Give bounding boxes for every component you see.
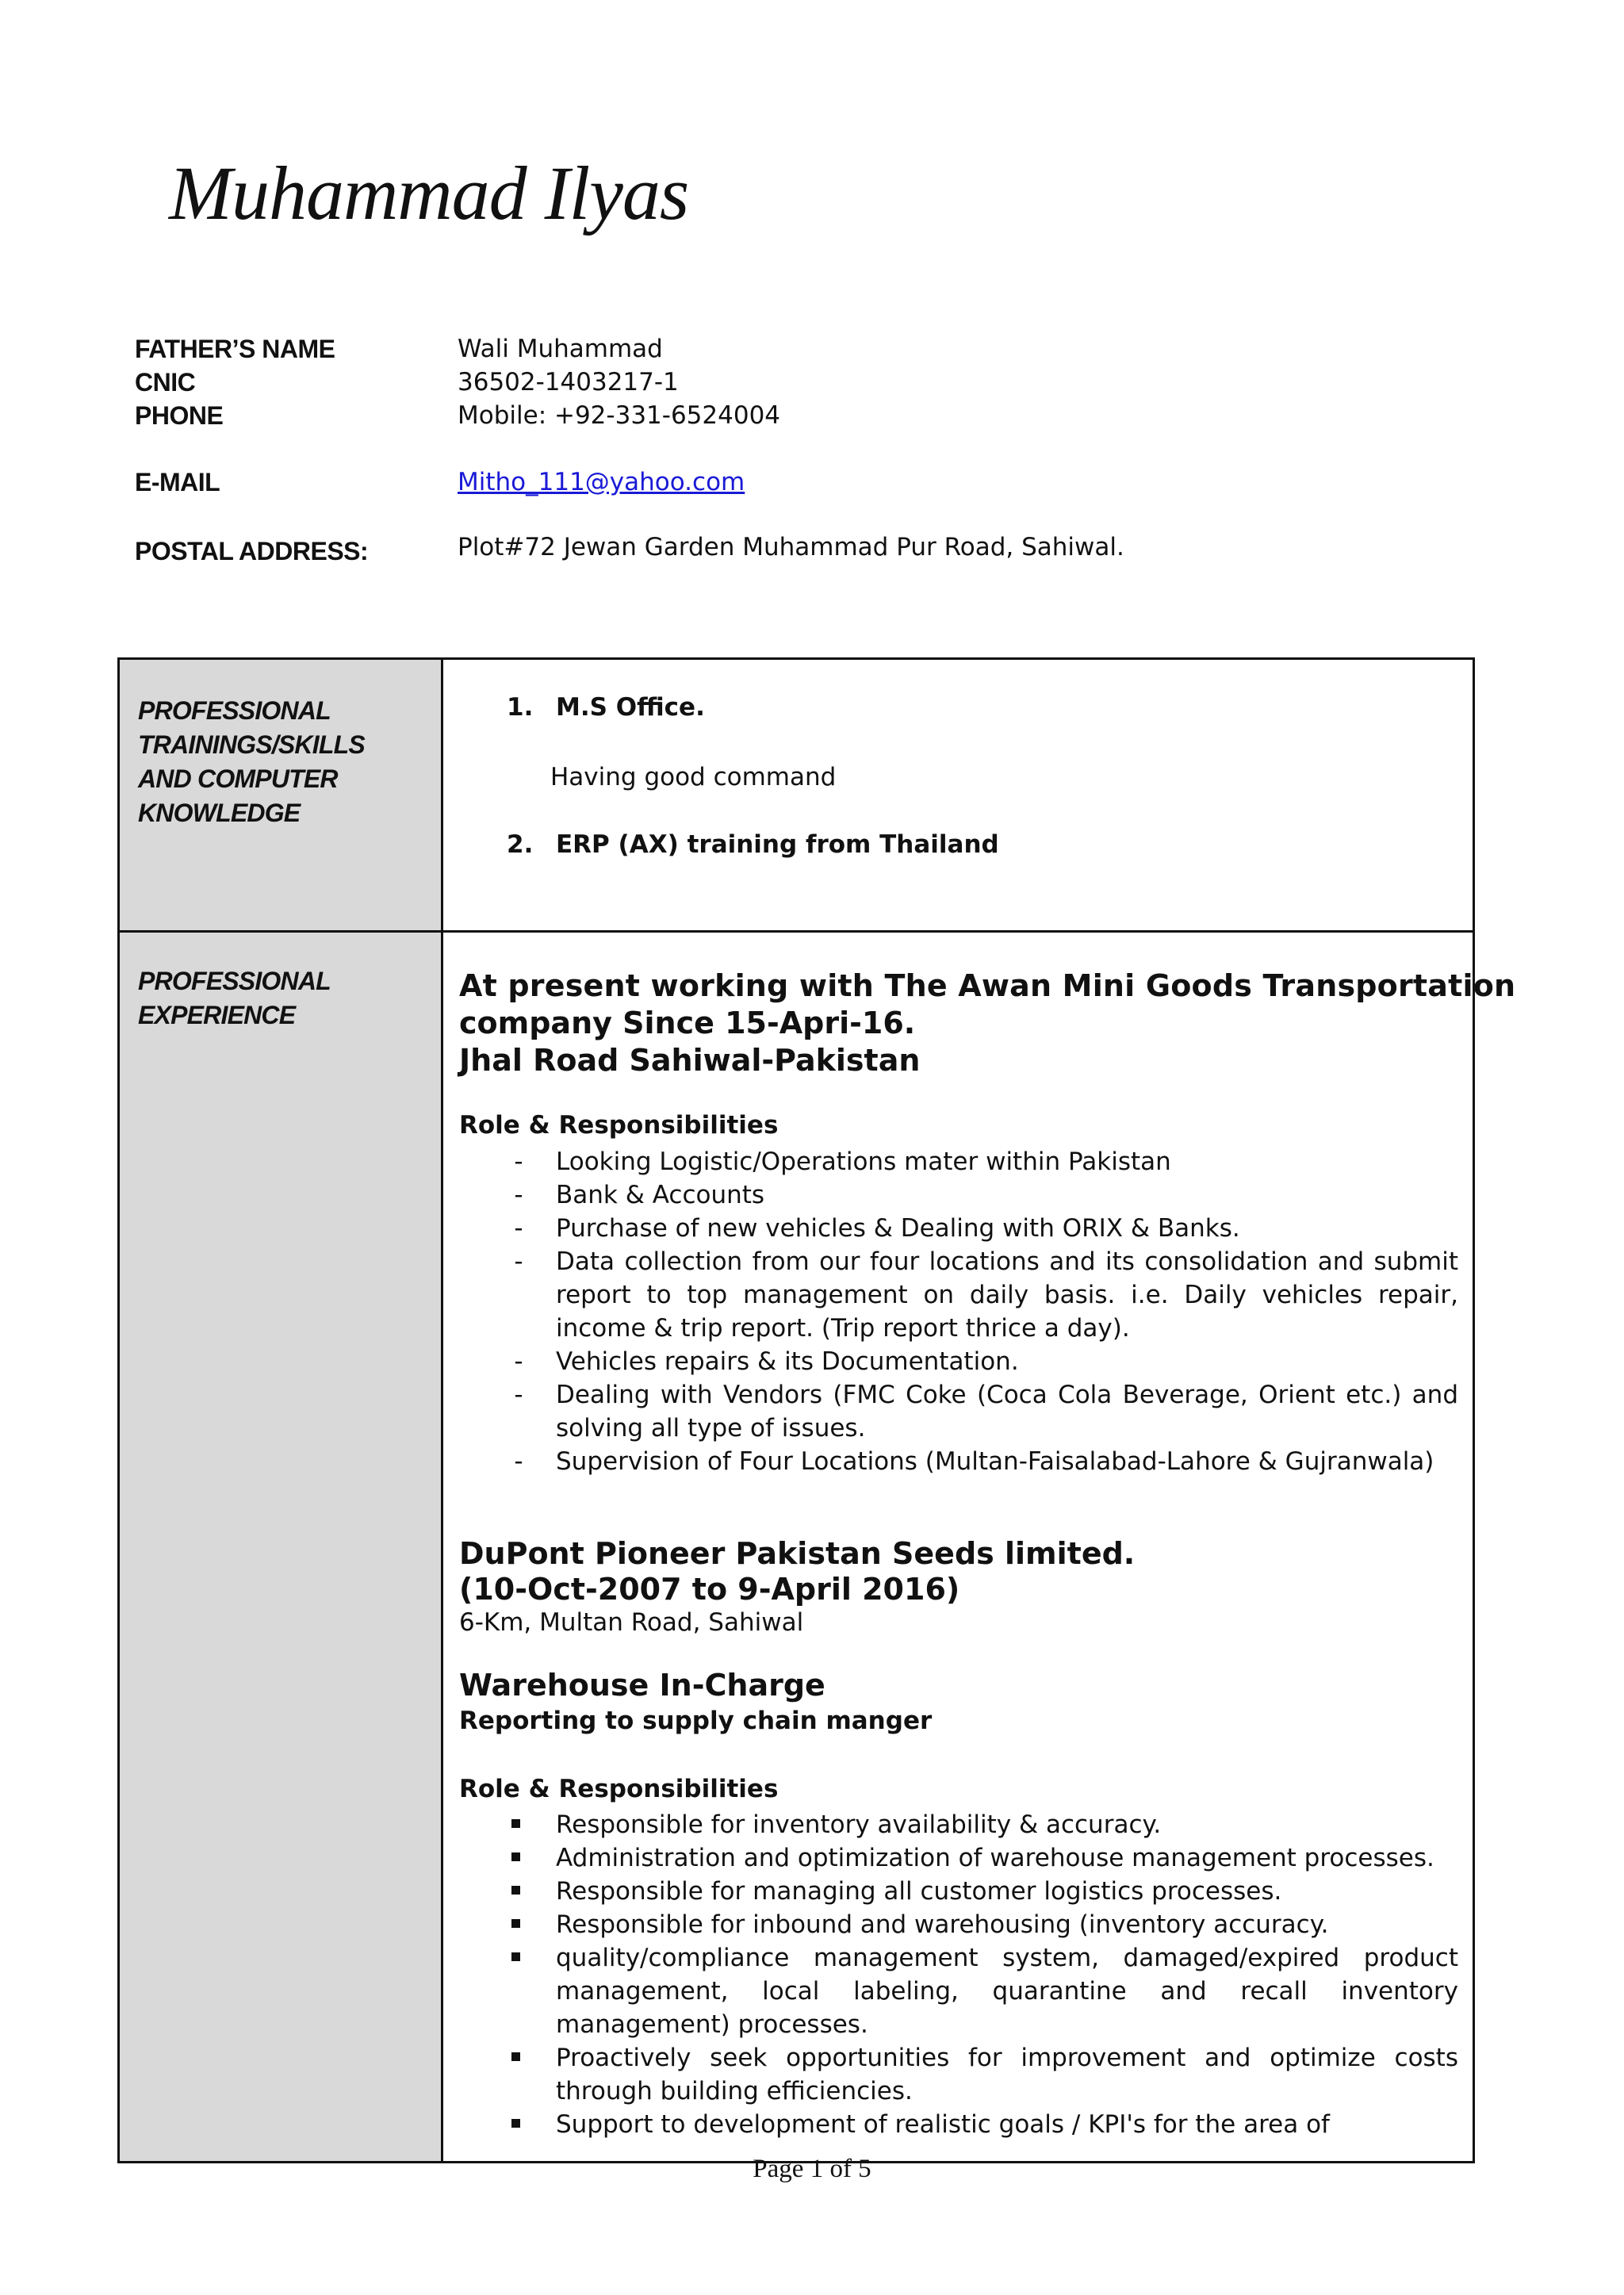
training-label-cell xyxy=(120,660,443,930)
phone-value: Mobile: +92-331-6524004 xyxy=(458,401,781,430)
experience-section-label: PROFESSIONAL EXPERIENCE xyxy=(138,967,331,1029)
job2-dates: (10-Oct-2007 to 9-April 2016) xyxy=(459,1572,960,1607)
skill-title: ERP (AX) training from Thailand xyxy=(556,830,999,859)
job1-heading-line: Jhal Road Sahiwal-Pakistan xyxy=(459,1043,921,1078)
postal-address-label: POSTAL ADDRESS: xyxy=(135,537,369,565)
dash-icon: - xyxy=(514,1181,523,1209)
email-label: E-MAIL xyxy=(135,468,220,496)
skill-description: Having good command xyxy=(550,763,837,791)
job2-reporting: Reporting to supply chain manger xyxy=(459,1707,933,1735)
square-bullet-icon xyxy=(511,1919,520,1928)
job2-title: Warehouse In-Charge xyxy=(459,1668,825,1703)
training-content-cell xyxy=(443,660,1473,930)
job1-heading xyxy=(459,967,1516,1079)
cnic-label: CNIC xyxy=(135,368,196,397)
postal-address-value: Plot#72 Jewan Garden Muhammad Pur Road, Sahiwal. xyxy=(458,533,1124,561)
experience-label-cell xyxy=(120,933,443,2161)
job2-address: 6-Km, Multan Road, Sahiwal xyxy=(459,1608,804,1637)
dash-icon: - xyxy=(514,1148,523,1176)
skill-title: M.S Office. xyxy=(556,693,705,722)
email-link[interactable]: Mitho_111@yahoo.com xyxy=(458,468,745,496)
training-section-label: PROFESSIONAL TRAININGS/SKILLS AND COMPUTER KNOWLEDGE xyxy=(138,696,365,827)
job2-company: DuPont Pioneer Pakistan Seeds limited. xyxy=(459,1536,1136,1571)
dash-icon: - xyxy=(514,1214,523,1243)
square-bullet-icon xyxy=(511,2119,520,2128)
dash-icon: - xyxy=(514,1347,523,1376)
page-number: Page 1 of 5 xyxy=(753,2155,871,2183)
dash-icon: - xyxy=(514,1381,523,1409)
square-bullet-icon xyxy=(511,1852,520,1861)
square-bullet-icon xyxy=(511,1886,520,1895)
square-bullet-icon xyxy=(511,2052,520,2061)
resume-table xyxy=(117,657,1516,2163)
experience-content-cell: At present working with The Awan Mini Goods Transportation company Since 15-Apri-16. Jhal Road Sahiwal-Pakistan Role & Responsibilities - Looking Logistic/Operations mater within Pakistan - Bank & Accounts - Purchase of new vehicles & Dealing with ORIX & Banks. - Data collection from our four locations and its consolidation and submit report to top management on daily basis. i.e. Daily vehicles repair, income & trip report. (Trip report thrice a day). - Vehicles repairs & its Documentation. - Dealing with Vendors (FMC Coke (Coca Cola Beverage, Orient etc.) and solving all type of issues. - Supervision of Four Locations (Multan-Faisalabad-Lahore & Gujranwala) DuPont Pioneer Pakistan Seeds limited. (10-Oct-2007 to 9-April 2016) 6-Km, Multan Road, Sahiwal Warehouse In-Charge Reporting to supply chain manger Role & Responsibilities Responsible for inventory availability & accuracy. Administration and optimization of warehouse management processes. Responsible for managing all customer logistics processes. Responsible for inbound and warehousing (inventory accuracy. quality/compliance management system, damaged/expired product management, local labeling, quarantine and recall inventory management) processes. Proactively seek opportunities for improvement and optimize costs through building efficiencies. Support to development of realistic goals / KPI's for the area of xyxy=(459,968,1516,2139)
experience-row xyxy=(120,933,1516,2161)
skill-number: 2. xyxy=(507,830,534,859)
training-row xyxy=(120,660,1473,933)
dash-icon: - xyxy=(514,1247,523,1276)
job1-heading-line: company Since 15-Apri-16. xyxy=(459,1006,916,1040)
square-bullet-icon xyxy=(511,1819,520,1828)
candidate-name: Muhammad Ilyas xyxy=(169,151,689,236)
dash-icon: - xyxy=(514,1447,523,1476)
job1-roles-label: Role & Responsibilities xyxy=(459,1111,779,1140)
square-bullet-icon xyxy=(511,1952,520,1961)
cnic-value: 36502-1403217-1 xyxy=(458,368,679,397)
job2-roles-label: Role & Responsibilities xyxy=(459,1775,779,1803)
father-name-label: FATHER’S NAME xyxy=(135,335,335,363)
job1-heading-line: At present working with The Awan Mini Goods Transportation xyxy=(459,968,1516,1003)
father-name-value: Wali Muhammad xyxy=(458,335,663,363)
skill-number: 1. xyxy=(507,693,534,722)
phone-label: PHONE xyxy=(135,401,224,430)
